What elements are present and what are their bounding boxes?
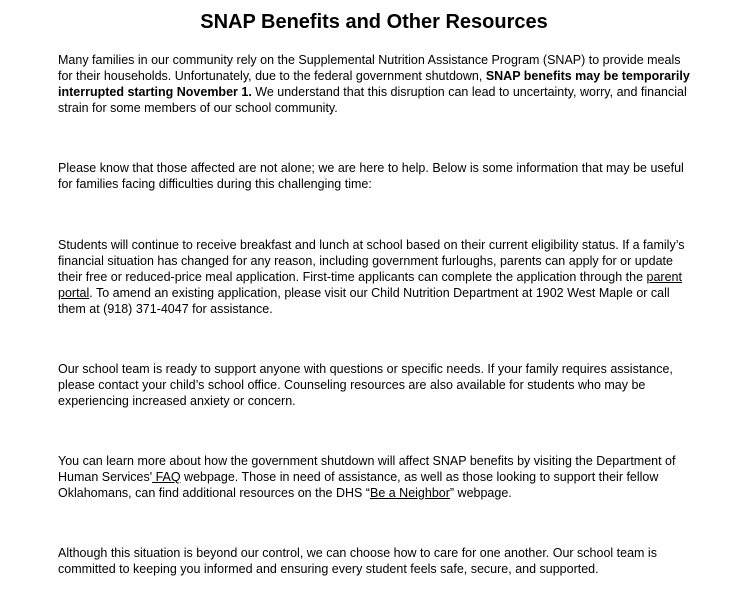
meals-paragraph: [58, 237, 698, 317]
school-team-paragraph: Our school team is ready to support anyone with questions or specific needs. If your family requires assistance, please contact your child’s school office. Counseling resources are also available for students who may be experiencing increased anxiety or concern.: [58, 362, 673, 408]
support-paragraph: Please know that those affected are not alone; we are here to help. Below is some information that may be useful for families facing difficulties during this challenging time:: [58, 161, 684, 191]
closing-paragraph: Although this situation is beyond our control, we can choose how to care for one another. Our school team is committed to keeping you informed and ensuring every student feels safe, secure, and supported.: [58, 546, 657, 576]
meals-text-end: . To amend an existing application, please visit our Child Nutrition Department at 1902 West Maple or call them at (918) 371-4047 for assistance.: [58, 286, 670, 316]
dhs-text-middle: webpage. Those in need of assistance, as well as those looking to support their fellow Oklahomans, can find additional resources on the DHS “: [58, 470, 659, 500]
intro-paragraph: [58, 52, 698, 116]
parent-portal-link[interactable]: parent portal: [58, 270, 682, 300]
meals-text-start: Students will continue to receive breakfast and lunch at school based on their current eligibility status. If a family’s financial situation has changed for any reason, including government furloughs, parents can apply for or update their free or reduced-price meal application. First-time applicants can complete the application through the: [58, 238, 685, 284]
intro-text-start: Many families in our community rely on the Supplemental Nutrition Assistance Program (SNAP) to provide meals for their households. Unfortunately, due to the federal government shutdown,: [58, 53, 681, 83]
dhs-resources-paragraph: [58, 453, 698, 501]
dhs-text-start: You can learn more about how the government shutdown will affect SNAP benefits by visiting the Department of Human Services': [58, 454, 676, 484]
dhs-text-end: ” webpage.: [449, 486, 512, 500]
page-title: SNAP Benefits and Other Resources: [200, 11, 548, 33]
be-a-neighbor-link[interactable]: Be a Neighbor: [369, 486, 450, 500]
faq-link[interactable]: FAQ: [152, 470, 181, 484]
intro-text-end: We understand that this disruption can lead to uncertainty, worry, and financial strain for some members of our school community.: [58, 85, 687, 115]
snap-interruption-notice: SNAP benefits may be temporarily interrupted starting November 1.: [58, 69, 690, 99]
